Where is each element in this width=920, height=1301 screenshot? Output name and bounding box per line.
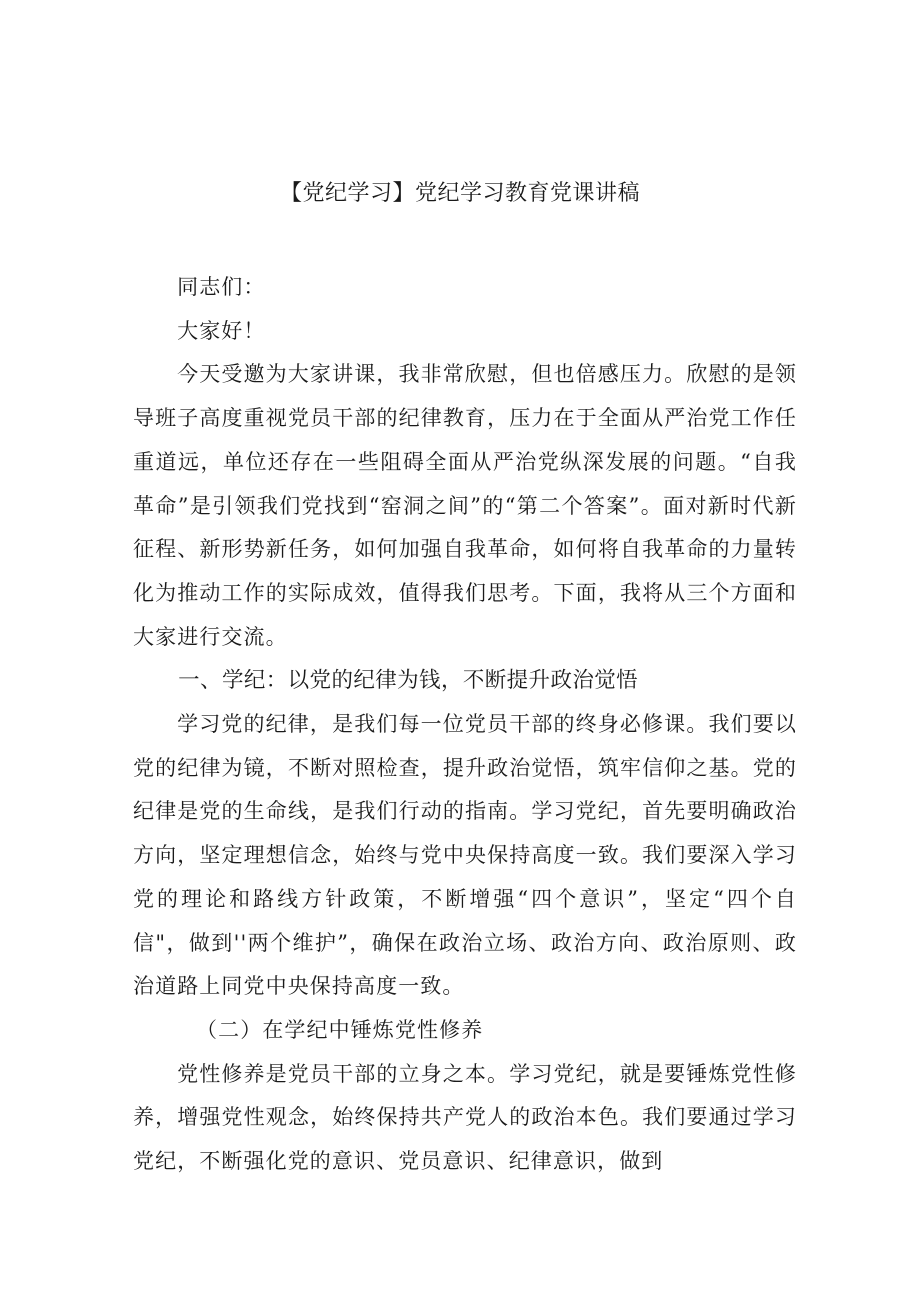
section-1-paragraph: 学习党的纪律，是我们每一位党员干部的终身必修课。我们要以党的纪律为镜，不断对照检查，提升政治觉悟，筑牢信仰之基。党的纪律是党的生命线，是我们行动的指南。学习党纪，首先要明确政治方向，坚定理想信念，始终与党中央保持高度一致。我们要深入学习党的理论和路线方针政策，不断增强“四个意识”，坚定“四个自信"，做到''两个维护”，确保在政治立场、政治方向、政治原则、政治道路上同党中央保持高度一致。 xyxy=(133,712,797,999)
greeting: 大家好！ xyxy=(177,318,266,343)
intro-paragraph: 今天受邀为大家讲课，我非常欣慰，但也倍感压力。欣慰的是领导班子高度重视党员干部的纪律教育，压力在于全面从严治党工作任重道远，单位还存在一些阻碍全面从严治党纵深发展的问题。“自我革命”是引领我们党找到“窑洞之间”的“第二个答案”。面对新时代新征程、新形势新任务，如何加强自我革命，如何将自我革命的力量转化为推动工作的实际成效，值得我们思考。下面，我将从三个方面和大家进行交流。 xyxy=(133,362,797,649)
subsection-heading-2: （二）在学纪中锤炼党性修养 xyxy=(196,1017,484,1042)
subsection-2-paragraph: 党性修养是党员干部的立身之本。学习党纪，就是要锤炼党性修养，增强党性观念，始终保持共产党人的政治本色。我们要通过学习党纪，不断强化党的意识、党员意识、纪律意识，做到 xyxy=(133,1061,797,1174)
document-body xyxy=(133,266,797,1184)
salutation: 同志们： xyxy=(177,275,266,299)
section-heading-1: 一、学纪：以党的纪律为钱，不断提升政治觉悟 xyxy=(178,668,639,694)
document-title: 【党纪学习】党纪学习教育党课讲稿 xyxy=(279,181,640,206)
